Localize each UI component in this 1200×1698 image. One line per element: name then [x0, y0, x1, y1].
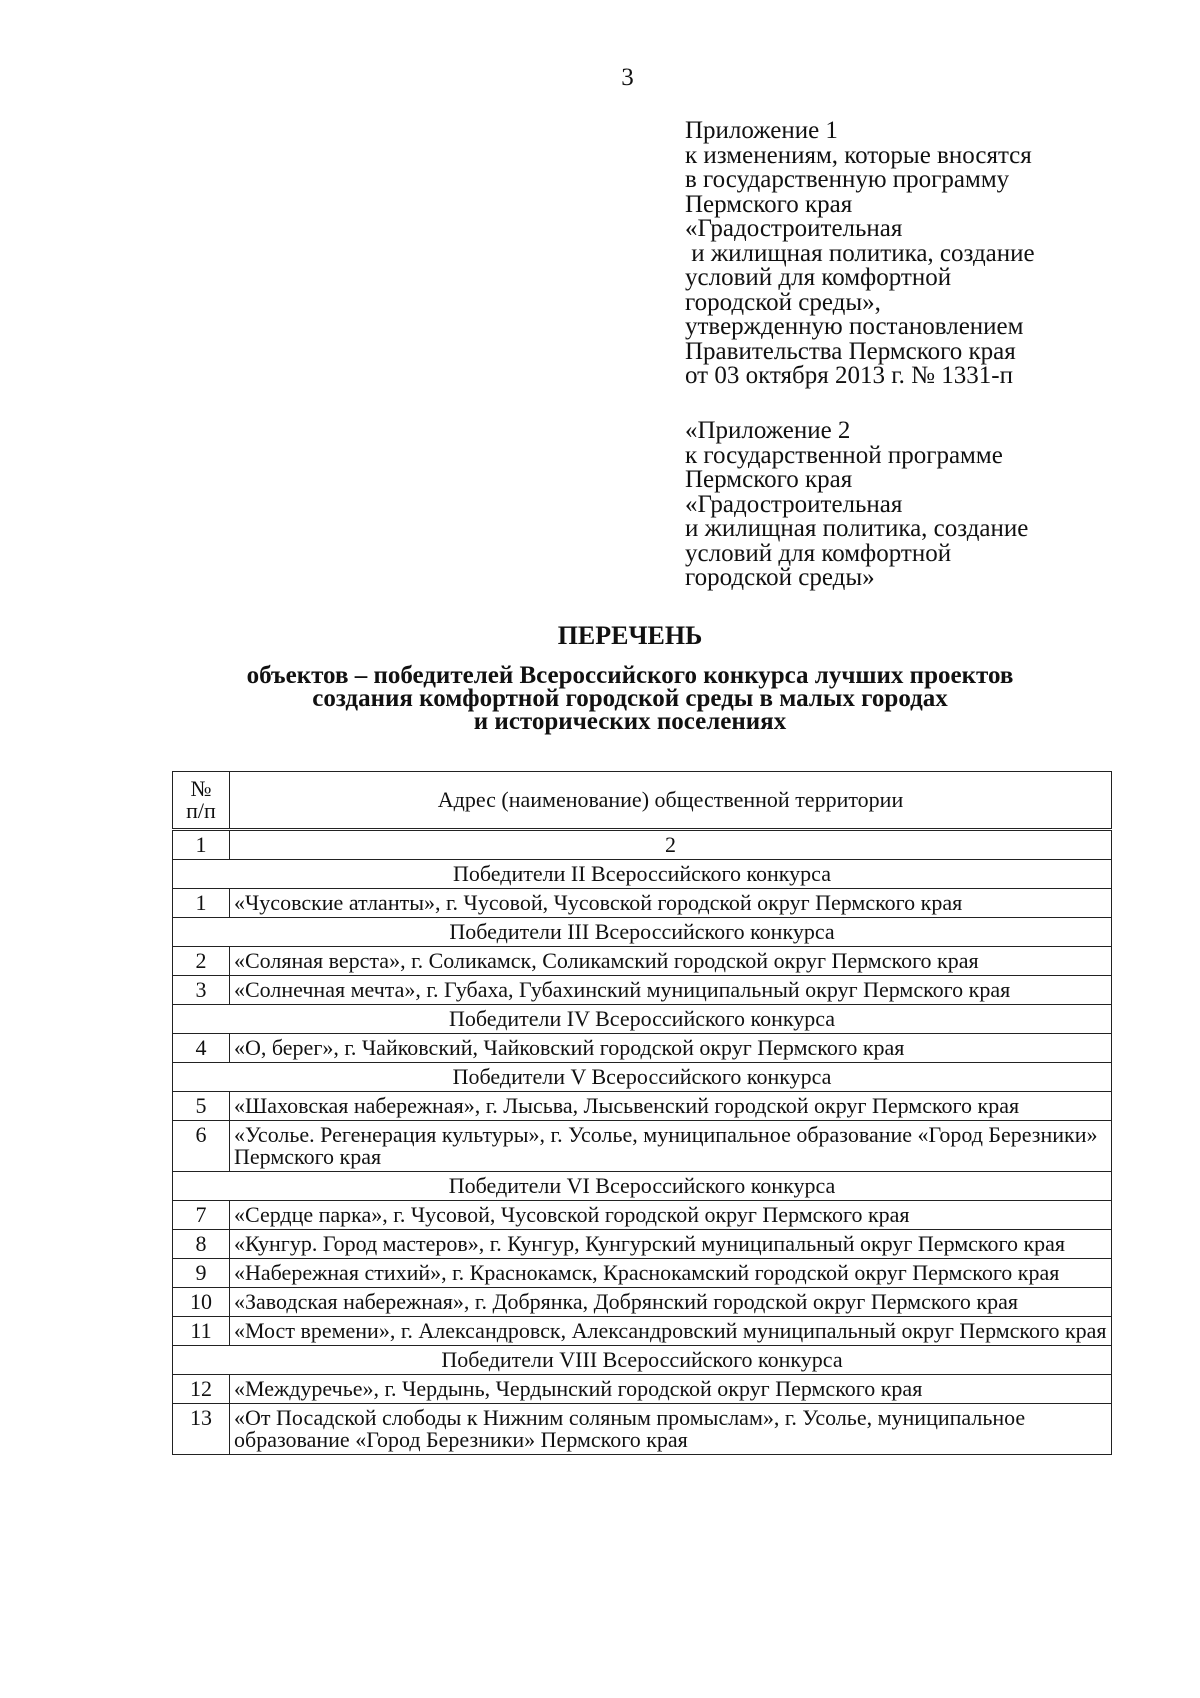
table-group-row [173, 1005, 1112, 1034]
table-row [173, 976, 1112, 1005]
appendix-1-line: Пермского края [685, 190, 853, 218]
row-address: «Междуречье», г. Чердынь, Чердынский городской округ Пермского края [230, 1375, 1112, 1404]
page-number: 3 [621, 64, 634, 91]
row-number: 5 [173, 1092, 230, 1121]
table-row [173, 1092, 1112, 1121]
winners-table [172, 771, 1112, 1455]
appendix-1-line: городской среды», [685, 288, 881, 316]
group-title: Победители II Всероссийского конкурса [173, 860, 1112, 889]
table-group-row [173, 1063, 1112, 1092]
group-title: Победители V Всероссийского конкурса [173, 1063, 1112, 1092]
table-group-row [173, 918, 1112, 947]
row-address: «О, берег», г. Чайковский, Чайковский городской округ Пермского края [230, 1034, 1112, 1063]
subtitle-line: объектов – победителей Всероссийского конкурса лучших проектов [246, 662, 1014, 689]
appendix-1-line: условий для комфортной [685, 264, 952, 291]
row-number: 7 [173, 1201, 230, 1230]
document-title-block [130, 622, 1130, 733]
document-subtitle [130, 664, 1130, 733]
appendix-1-line: утвержденную постановлением [685, 313, 1024, 340]
appendix-2-header [685, 419, 1145, 591]
column-numbers-row [173, 830, 1112, 860]
appendix-1-line: «Градостроительная [685, 215, 903, 242]
appendix-1-line: Приложение 1 [685, 117, 838, 144]
row-address: «Усолье. Регенерация культуры», г. Усолье, муниципальное образование «Город Березники» Пермского края [230, 1121, 1112, 1172]
appendix-2-line: к государственной программе [685, 441, 1003, 469]
appendix-2-line: Пермского края [685, 466, 853, 493]
header-num-cell [173, 772, 230, 830]
appendix-1-line: и жилищная политика, создание [685, 239, 1035, 267]
appendix-2-line: и жилищная политика, создание [685, 515, 1029, 542]
row-number: 4 [173, 1034, 230, 1063]
table-row [173, 1230, 1112, 1259]
appendix-1-line: в государственную программу [685, 166, 1010, 193]
row-number: 11 [173, 1317, 230, 1346]
group-title: Победители III Всероссийского конкурса [173, 918, 1112, 947]
appendix-1-header [685, 119, 1145, 389]
table-row [173, 1404, 1112, 1455]
row-address: «Кунгур. Город мастеров», г. Кунгур, Кунгурский муниципальный округ Пермского края [230, 1230, 1112, 1259]
appendix-1-line: от 03 октября 2013 г. № 1331-п [685, 362, 1013, 389]
column-number-2: 2 [230, 830, 1112, 860]
row-address: «От Посадской слободы к Нижним соляным промыслам», г. Усолье, муниципальное образование «Город Березники» Пермского края [230, 1404, 1112, 1455]
row-number: 6 [173, 1121, 230, 1172]
header-num-abbrev: п/п [186, 798, 216, 823]
column-number-1: 1 [173, 830, 230, 860]
winners-table-container [172, 771, 1112, 1455]
document-title: ПЕРЕЧЕНЬ [557, 621, 703, 650]
group-title: Победители VI Всероссийского конкурса [173, 1172, 1112, 1201]
appendix-1-line: к изменениям, которые вносятся [685, 141, 1032, 169]
table-row [173, 1288, 1112, 1317]
row-address: «Заводская набережная», г. Добрянка, Добрянский городской округ Пермского края [230, 1288, 1112, 1317]
row-number: 10 [173, 1288, 230, 1317]
row-number: 2 [173, 947, 230, 976]
row-number: 3 [173, 976, 230, 1005]
table-group-row [173, 860, 1112, 889]
table-header-row [173, 772, 1112, 830]
appendix-2-line: «Приложение 2 [685, 417, 851, 444]
row-number: 13 [173, 1404, 230, 1455]
row-number: 8 [173, 1230, 230, 1259]
table-group-row [173, 1172, 1112, 1201]
table-row [173, 1121, 1112, 1172]
table-row [173, 1259, 1112, 1288]
appendix-1-line: Правительства Пермского края [685, 337, 1016, 365]
row-address: «Соляная верста», г. Соликамск, Соликамский городской округ Пермского края [230, 947, 1112, 976]
appendix-2-line: условий для комфортной [685, 539, 952, 567]
appendix-2-line: городской среды» [685, 564, 875, 591]
row-number: 9 [173, 1259, 230, 1288]
row-number: 1 [173, 889, 230, 918]
group-title: Победители VIII Всероссийского конкурса [173, 1346, 1112, 1375]
appendix-2-line: «Градостроительная [685, 490, 903, 518]
table-row [173, 1317, 1112, 1346]
table-row [173, 1201, 1112, 1230]
table-row [173, 1375, 1112, 1404]
header-address-cell: Адрес (наименование) общественной территории [230, 772, 1112, 830]
row-address: «Солнечная мечта», г. Губаха, Губахинский муниципальный округ Пермского края [230, 976, 1112, 1005]
row-address: «Сердце парка», г. Чусовой, Чусовской городской округ Пермского края [230, 1201, 1112, 1230]
header-num-symbol: № [190, 776, 212, 801]
table-group-row [173, 1346, 1112, 1375]
row-address: «Чусовские атланты», г. Чусовой, Чусовской городской округ Пермского края [230, 889, 1112, 918]
subtitle-line: и исторических поселениях [473, 708, 787, 735]
table-row [173, 1034, 1112, 1063]
row-number: 12 [173, 1375, 230, 1404]
table-row [173, 889, 1112, 918]
row-address: «Мост времени», г. Александровск, Александровский муниципальный округ Пермского края [230, 1317, 1112, 1346]
table-row [173, 947, 1112, 976]
row-address: «Набережная стихий», г. Краснокамск, Краснокамский городской округ Пермского края [230, 1259, 1112, 1288]
group-title: Победители IV Всероссийского конкурса [173, 1005, 1112, 1034]
row-address: «Шаховская набережная», г. Лысьва, Лысьвенский городской округ Пермского края [230, 1092, 1112, 1121]
subtitle-line: создания комфортной городской среды в малых городах [312, 685, 948, 712]
